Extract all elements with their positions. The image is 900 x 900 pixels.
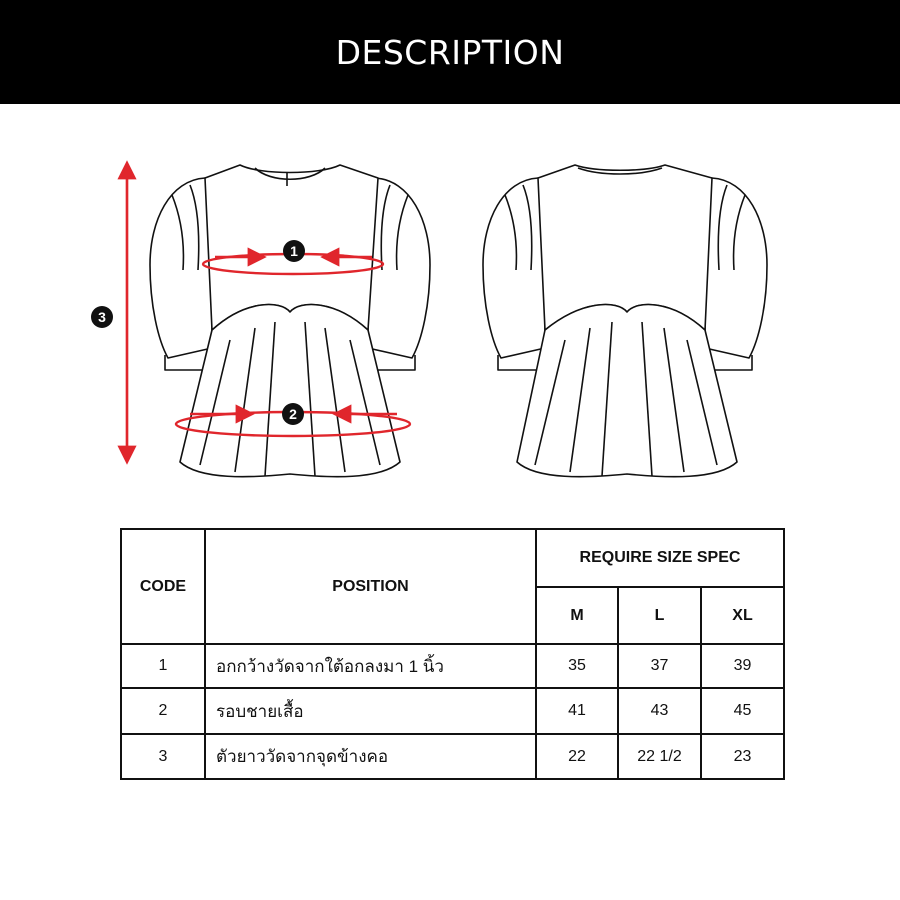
marker-1	[283, 240, 305, 262]
header-size-xl: XL	[701, 587, 784, 644]
header-banner	[0, 0, 900, 104]
table-row	[121, 644, 784, 688]
row-position: อกกว้างวัดจากใต้อกลงมา 1 นิ้ว	[205, 644, 536, 688]
row-value-m: 35	[536, 644, 618, 688]
header-size-l: L	[618, 587, 701, 644]
marker-3	[91, 306, 113, 328]
svg-text:3: 3	[98, 309, 106, 325]
svg-text:1: 1	[290, 243, 298, 259]
row-value-m: 22	[536, 734, 618, 779]
svg-text:2: 2	[289, 406, 297, 422]
size-spec-table	[120, 528, 785, 780]
table-row	[121, 734, 784, 779]
row-value-l: 37	[618, 644, 701, 688]
row-code: 1	[121, 644, 205, 688]
row-value-xl: 45	[701, 688, 784, 734]
table-row	[121, 688, 784, 734]
row-position: ตัวยาววัดจากจุดข้างคอ	[205, 734, 536, 779]
header-require-size-spec: REQUIRE SIZE SPEC	[536, 529, 784, 587]
header-size-m: M	[536, 587, 618, 644]
page-title: DESCRIPTION	[335, 32, 565, 72]
garment-illustration	[0, 104, 900, 524]
marker-2	[282, 403, 304, 425]
row-value-l: 22 1/2	[618, 734, 701, 779]
row-value-xl: 23	[701, 734, 784, 779]
row-value-m: 41	[536, 688, 618, 734]
header-position: POSITION	[205, 529, 536, 644]
row-value-l: 43	[618, 688, 701, 734]
row-value-xl: 39	[701, 644, 784, 688]
row-position: รอบชายเสื้อ	[205, 688, 536, 734]
back-blouse-drawing	[483, 165, 767, 477]
header-code: CODE	[121, 529, 205, 644]
row-code: 2	[121, 688, 205, 734]
row-code: 3	[121, 734, 205, 779]
